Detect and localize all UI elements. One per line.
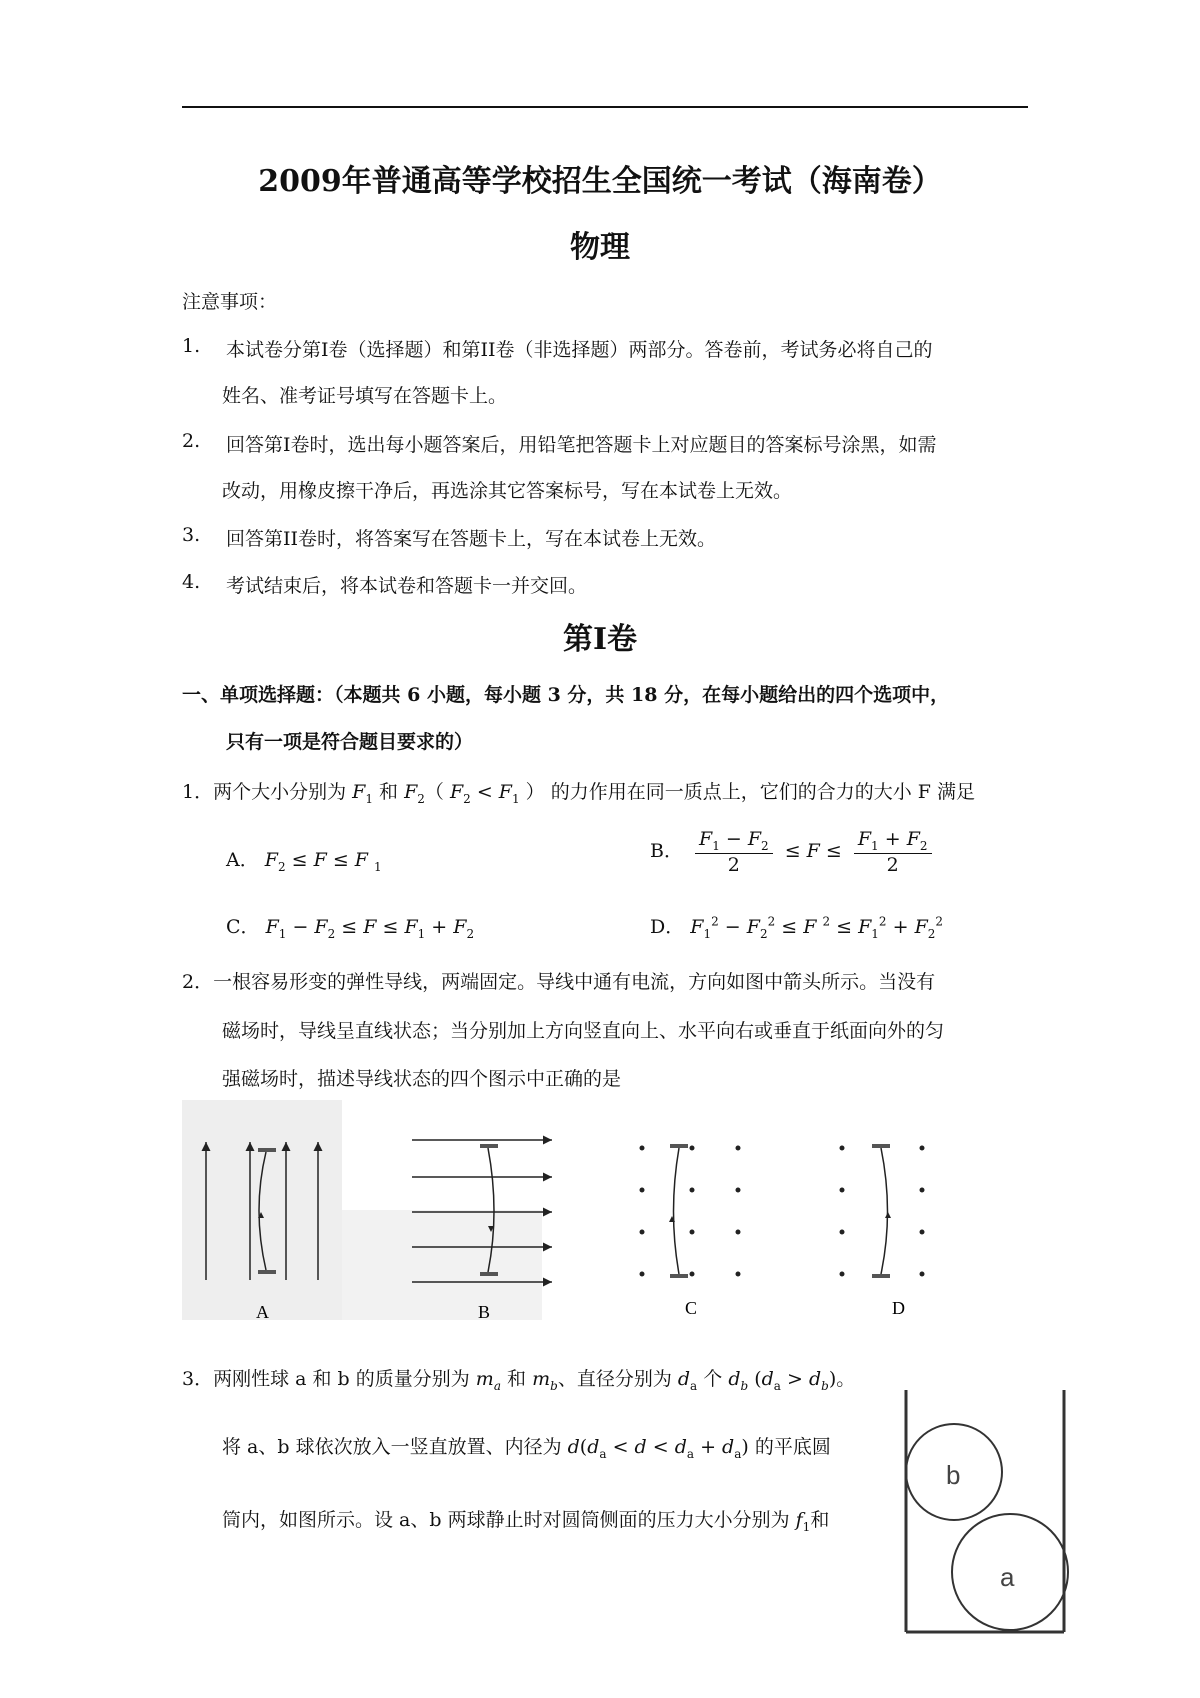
q3-line-3: 筒内，如图所示。设 a、b 两球静止时对圆筒侧面的压力大小分别为 $f_1$和 xyxy=(222,1509,830,1534)
q2-line-3: 强磁场时，描述导线状态的四个图示中正确的是 xyxy=(222,1068,622,1090)
note-1-num: 1. xyxy=(182,335,201,357)
part-heading-2: 只有一项是符合题目要求的） xyxy=(226,731,474,753)
note-2-num: 2. xyxy=(182,430,201,452)
q1-stem: 1．两个大小分别为 $F_1$ 和 $F_2$（ $F_2 < F_1$ ） 的力作用在同一质点上，它们的合力的大小 F 满足 xyxy=(182,781,975,806)
note-4-num: 4. xyxy=(182,571,201,593)
q1-num: 1． xyxy=(182,781,214,803)
notes-heading: 注意事项： xyxy=(182,291,278,313)
q3-cylinder-figure xyxy=(900,1390,1070,1690)
q1-option-d: D． $F_1^2 - F_2^2 \le F$ $^2 \le F_1^2 + F_2^2$ xyxy=(650,914,944,941)
ball-b-label: b xyxy=(946,1460,961,1490)
figure-b-label: B xyxy=(478,1302,491,1322)
figure-d-label: D xyxy=(892,1298,905,1318)
note-3-line-1: 回答第II卷时，将答案写在答题卡上，写在本试卷上无效。 xyxy=(226,528,717,550)
figure-c xyxy=(640,1144,741,1318)
ball-a-label: a xyxy=(1000,1562,1015,1592)
q1-option-b: B． $\frac{F_1 - F_2}{2}$ ≤ F ≤ $\frac{F_1 + F_2}{2}$ xyxy=(650,828,938,876)
note-1-line-1: 本试卷分第I卷（选择题）和第II卷（非选择题）两部分。答卷前，考试务必将自己的 xyxy=(226,339,933,361)
note-4-line-1: 考试结束后，将本试卷和答题卡一并交回。 xyxy=(226,575,588,597)
header-rule xyxy=(182,106,1028,108)
note-3-num: 3. xyxy=(182,524,201,546)
q1-text-b: 和 xyxy=(379,781,399,803)
q3-line-2: 将 a、b 球依次放入一竖直放置、内径为 $d(d_a < d < d_a + d_a)$ 的平底圆 xyxy=(222,1436,831,1461)
q2-line-2: 磁场时，导线呈直线状态；当分别加上方向竖直向上、水平向右或垂直于纸面向外的匀 xyxy=(222,1020,945,1042)
figure-a-label: A xyxy=(256,1302,269,1322)
part-heading-1: 一、单项选择题：（本题共 6 小题，每小题 3 分，共 18 分，在每小题给出的四个选项中， xyxy=(182,684,950,706)
figure-b-bg xyxy=(342,1210,542,1320)
q1-option-c: C． $F_1 - F_2 \le F \le F_1 + F_2$ xyxy=(226,916,475,941)
subject-title: 物理 xyxy=(570,230,630,265)
q2-line-1: 2．一根容易形变的弹性导线，两端固定。导线中通有电流，方向如图中箭头所示。当没有 xyxy=(182,971,936,993)
figure-d xyxy=(840,1144,925,1318)
q3-line-1: 3．两刚性球 a 和 b 的质量分别为 $m_a$ 和 $m_b$、直径分别为 $d_a$ 个 $d_b$ $(d_a > d_b)$。 xyxy=(182,1368,856,1393)
note-2-line-2: 改动，用橡皮擦干净后，再选涂其它答案标号，写在本试卷上无效。 xyxy=(222,480,793,502)
q2-figures xyxy=(182,1100,1182,1340)
section-title: 第I卷 xyxy=(562,622,638,657)
figure-c-label: C xyxy=(685,1298,698,1318)
q1-text-a: 两个大小分别为 xyxy=(213,781,347,803)
note-1-line-2: 姓名、准考证号填写在答题卡上。 xyxy=(222,385,508,407)
q1-text-c: 的力作用在同一质点上，它们的合力的大小 F 满足 xyxy=(550,781,975,803)
note-2-line-1: 回答第I卷时，选出每小题答案后，用铅笔把答题卡上对应题目的答案标号涂黑，如需 xyxy=(226,434,937,456)
exam-title: 2009年普通高等学校招生全国统一考试（海南卷） xyxy=(258,164,942,199)
q1-option-a: A． $F_2 \le F \le F$ $_1$ xyxy=(226,849,382,874)
